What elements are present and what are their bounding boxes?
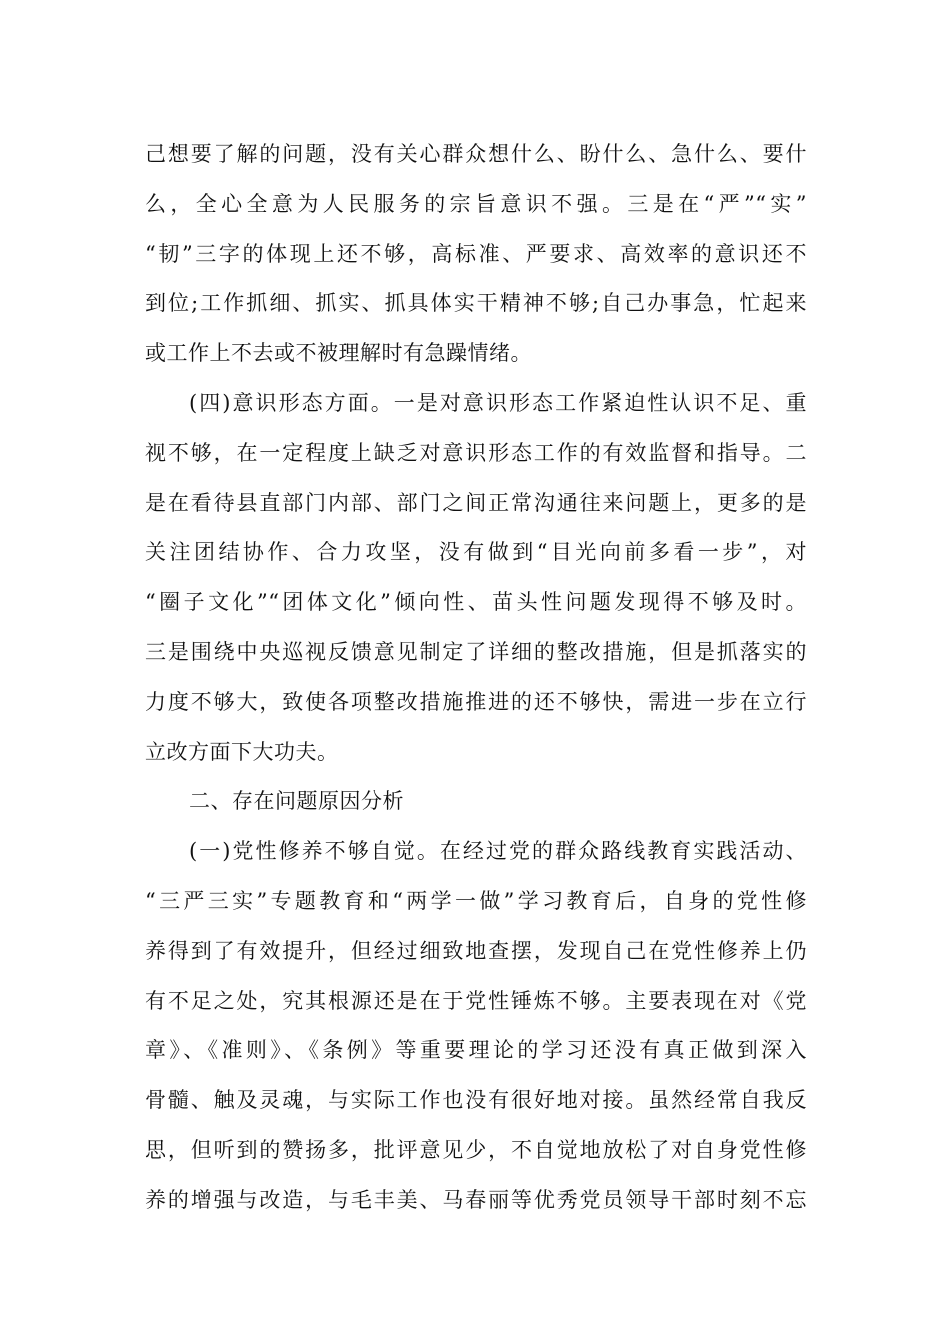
text-line: 关注团结协作、合力攻坚，没有做到“目光向前多看一步”，对 (145, 540, 807, 565)
text-line: 到位;工作抓细、抓实、抓具体实干精神不够;自己办事急，忙起来 (145, 291, 807, 316)
text-line: 养的增强与改造，与毛丰美、马春丽等优秀党员领导干部时刻不忘 (145, 1187, 807, 1212)
text-line: “韧”三字的体现上还不够，高标准、严要求、高效率的意识还不 (145, 241, 807, 266)
text-line: 或工作上不去或不被理解时有急躁情绪。 (145, 341, 532, 366)
text-line: “圈子文化”“团体文化”倾向性、苗头性问题发现得不够及时。 (145, 590, 807, 615)
text-line: 立改方面下大功夫。 (145, 739, 339, 764)
text-line: 养得到了有效提升，但经过细致地查摆，发现自己在党性修养上仍 (145, 938, 807, 963)
text-line: 二、存在问题原因分析 (189, 789, 404, 814)
text-line: (四)意识形态方面。一是对意识形态工作紧迫性认识不足、重 (189, 390, 807, 415)
text-line: 有不足之处，究其根源还是在于党性锤炼不够。主要表现在对《党 (145, 988, 807, 1013)
text-line: 么，全心全意为人民服务的宗旨意识不强。三是在“严”“实” (145, 191, 807, 216)
text-line: 己想要了解的问题，没有关心群众想什么、盼什么、急什么、要什 (145, 142, 807, 166)
text-line: 骨髓、触及灵魂，与实际工作也没有很好地对接。虽然经常自我反 (145, 1088, 807, 1113)
text-line: “三严三实”专题教育和“两学一做”学习教育后，自身的党性修 (145, 888, 807, 913)
document-body (145, 130, 807, 1226)
text-line: 视不够，在一定程度上缺乏对意识形态工作的有效监督和指导。二 (145, 440, 807, 465)
text-line: (一)党性修养不够自觉。在经过党的群众路线教育实践活动、 (189, 839, 807, 864)
text-line: 三是围绕中央巡视反馈意见制定了详细的整改措施，但是抓落实的 (145, 639, 807, 664)
text-line: 是在看待县直部门内部、部门之间正常沟通往来问题上，更多的是 (145, 490, 807, 515)
text-line: 章》、《准则》、《条例》等重要理论的学习还没有真正做到深入 (145, 1038, 807, 1063)
text-line: 力度不够大，致使各项整改措施推进的还不够快，需进一步在立行 (145, 689, 807, 714)
text-line: 思，但听到的赞扬多，批评意见少，不自觉地放松了对自身党性修 (145, 1137, 807, 1162)
